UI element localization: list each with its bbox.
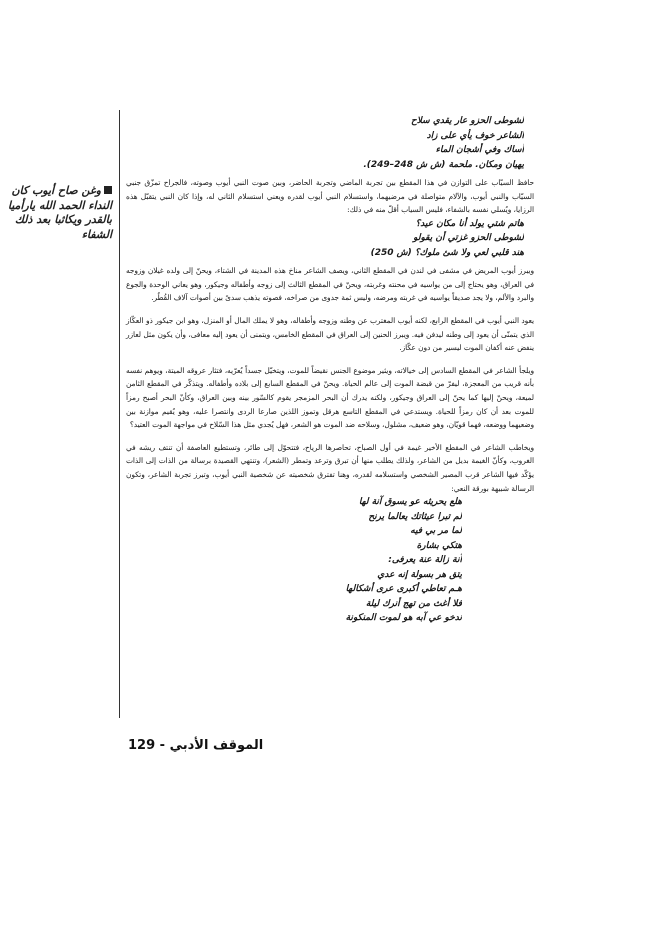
pull-quote [4,184,112,242]
verse-line: لما مر بي فيه [410,526,462,537]
page-number: 129 [128,738,156,753]
paragraph: ويبرز أيوب المريض في مشفى في لندن في المقطع الثاني، ويصف الشاعر مناخ هذه المدينة في الشتاء، ويحنّ إلى ولده غيلان وزوجه في العراق، وهو يحتاج إلى من يواسيه في محنته وغربته، ويحنّ في المقطع الثالث إلى زوجه وأطفاله وجيكور، وهو يعاني الوحدة والجوع والبرد والألم، ولا يجد صديقاً يواسيه في غربته ومرضه، وليس ثمة جدوى من صراخه، فصوته يذهب سدىً بين أصوات آلاف القُطُر. [126,266,534,303]
page-footer [128,738,263,753]
bullet-square-icon [104,186,112,194]
column-divider [119,110,120,718]
poem-excerpt-top [204,114,524,172]
paragraph: حافظ السيّاب على التوازن في هذا المقطع بين تجربة الماضي وتجربة الحاضر، وبين صوت النبي أيوب وصوته، فالجراح تمزّق جنبي السيّاب والنبي أيوب، والآلام متواصلة في مرضيهما، واستسلام النبي أيوب لقدره ويعني استسلام الثاني له، وإذا كان النبي يتقبّل هذه الرزايا، ويُسلي نفسه بالشفاء، فليس السياب أقلّ منه في ذلك: [126,178,534,215]
verse-line: لشوطى الحزو عار يقدي سلاح [411,116,524,126]
verse-line: هاتم شتي يولد أنا مكان عيد؟ [415,218,524,229]
verse-line: هـم تعاطي أكبرى عرى أشكالها [345,584,462,595]
verse-line: لم تبرا عيثاتك يعالما يرنح [368,511,462,522]
verse-line: فلا أغث من تهج أنرك ليلة [365,598,462,609]
verse-citation: 250) [370,247,394,258]
footer-separator: - [155,738,170,753]
paragraph: يعود النبي أيوب في المقطع الرابع، لكنه أيوب المغترب عن وطنه وزوجه وأطفاله، وهو لا يملك المال أو المنزل، وهو ابن جيكور ذو العكّاز الذي يتمنّى أن يعود إلى وطنه ليدفن فيه. ويبرز الحنين إلى العراق في المقطع الخامس، ويتمنى أن يعود إليه معافى، وأن يكون مثل لعازر ينفض عنه أكفان الموت ليسير من دون عكّاز. [126,316,534,353]
verse-citation: يهيان ومكان. ملحمة (ش ش 248–249). [363,159,524,170]
verse-line: أساك وفي أشجان الماء [435,145,524,155]
verse-line: هتكي بشارة [416,540,462,551]
verse-line: لشوطى الحزو غزتي أن يقولو [413,233,524,244]
verse-line: يتق هر بسولة إنه عدي [377,569,462,580]
verse-line: هلع يحريثه عو يسوق آنة لها [358,497,462,508]
verse-line-text: هند قلبي لعي ولا شئ ملوك؟ (ش [396,247,524,258]
poem-excerpt-end [162,495,462,626]
paragraph: ويلجأ الشاعر في المقطع السادس إلى خيالاته، ويثير موضوع الجنس نقيضاً للموت، ويتخيّل جسداً يُعرّيه، فتثار عروقه الميتة، ويوهم نفسه بأنه قريب من المعجزة، ليفرّ من قبضة الموت إلى عالم الحياة. ويحنّ في المقطع السابع إلى بلاده وأطفاله. ويتذكّر في المقطع الثامن لميعة، ويحنّ إليها كما يحنّ إلى العراق وجيكور، ولكنه يدرك أن البحر المزمجر يقوم كالسّور بينه وبين العراق، وكأنّ البحر أصبح رمزاً للموت بعد أن كان رمزاً للحياة. ويستدعي في المقطع التاسع هرقل وتموز اللذين صارعا الردى وانتصرا عليه، وهو يُقيم موازنة بين وضعيهما ووضعه، فهما قويّان، وهو ضعيف، مشلول، وسلاحه ضد الموت هو الشعر، فهل يُجدي مثل هذا السّلاح في مواجهة الموت العتيد؟ [126,365,534,430]
verse-line: الشاعر خوف يأي على زاد [426,130,524,141]
verse-line [184,246,524,261]
article-body [126,114,534,626]
pull-quote-text: وغن صاح أيوب كان النداء الحمد الله يارأميا بالقدر ويكاثبا بعد ذلك الشفاء [7,184,112,241]
poem-excerpt-mid [184,217,524,261]
verse-line: آنة زالة عنة يعرفى: [388,555,462,566]
paragraph: ويخاطب الشاعر في المقطع الأخير غيمة في أول الصباح، تحاصرها الرياح، فتتحوّل إلى طائر، وتستطيع العاصفة أن تنتف ريشه في الغروب، وكأنّ الغيمة بديل من الشاعر، ولذلك يطلب منها أن تبرق وترعد وتمطر (الشعر)، وتنتهي القصيدة برسالة من الذات إلى الذات يؤكّد فيها الشاعر قرب المصير الشخصي واستسلامه لقدره، وهنا تفترق شخصيته عن شخصية النبي أيوب، وتبرز تجربة الشاعر، وتكون الرسالة شبيهة بورقة النعي: [126,442,534,493]
verse-line: ندخو عي آبه هو لموت المنكونة [345,613,462,624]
magazine-name: الموقف الأدبي [169,738,264,753]
